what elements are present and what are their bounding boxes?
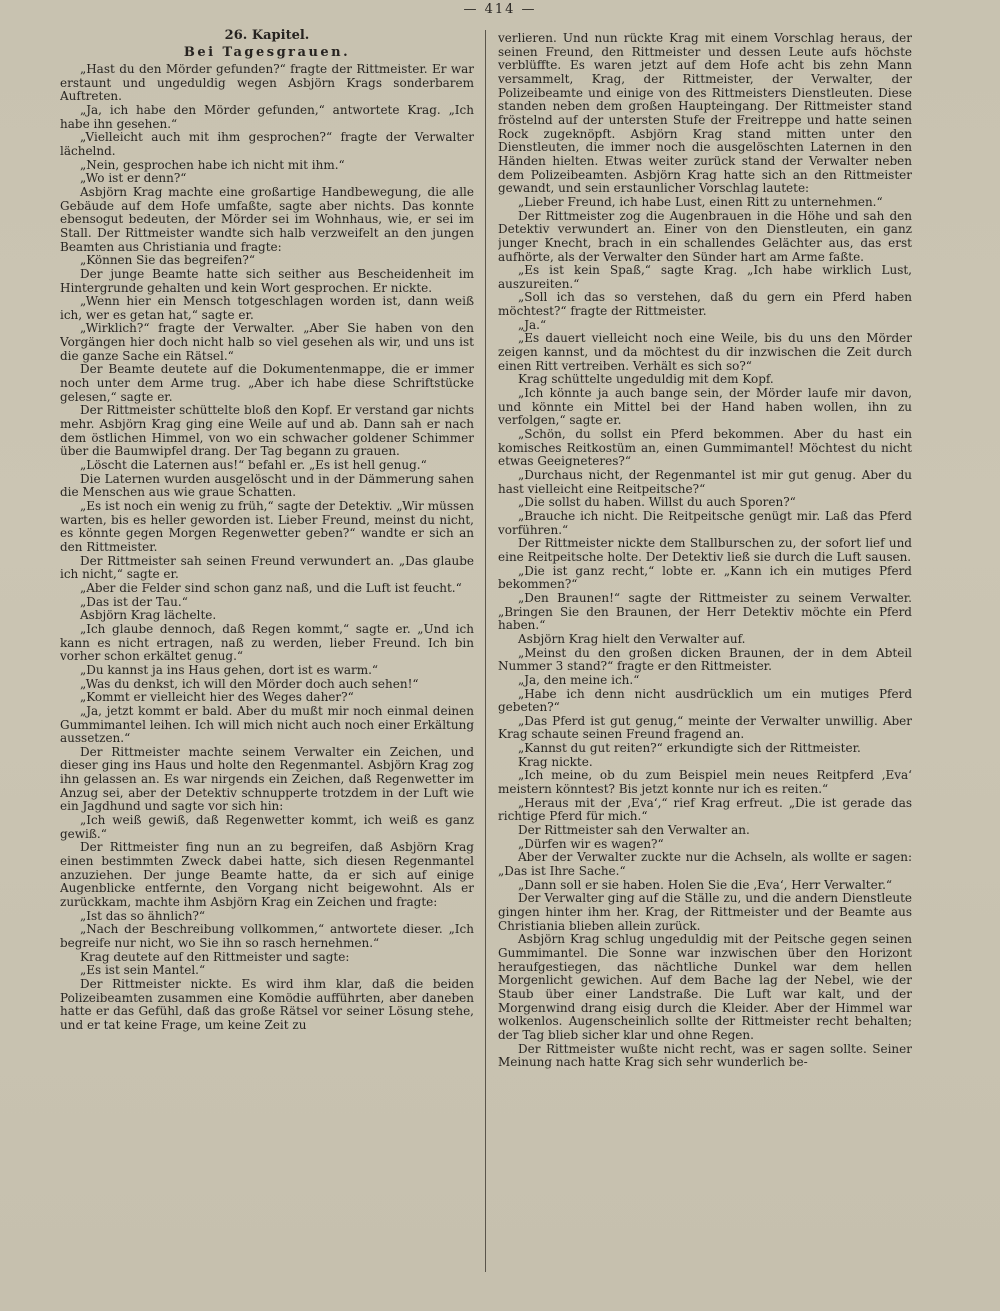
- paragraph: „Können Sie das begreifen?“: [80, 253, 255, 268]
- paragraph: Der Rittmeister nickte dem Stallburschen zu, der sofort lief und eine Reitpeitsche holte. Der Detektiv ließ sie durch die Luft sausen.: [498, 536, 912, 564]
- paragraph: „Das ist der Tau.“: [80, 594, 188, 609]
- right-column: [498, 32, 912, 1277]
- paragraph: „Ich glaube dennoch, daß Regen kommt,“ sagte er. „Und ich kann es nicht ertragen, naß zu werden, lieber Freund. Ich bin vorher schon erkältet genug.“: [60, 621, 474, 664]
- paragraph: verlieren. Und nun rückte Krag mit einem Vorschlag heraus, der seinen Freund, den Rittmeister und dessen Leute aufs höchste verblüffte. Es waren jetzt auf dem Hofe acht bis zehn Mann versammelt, Krag, der Rittmeister, der Verwalter, der Polizeibeamte und einige von des Rittmeisters Dienstleuten. Diese standen neben dem großen Haupteingang. Der Rittmeister stand fröstelnd auf der untersten Stufe der Freitreppe und hatte seinen Rock zugeknöpft. Asbjörn Krag stand mitten unter den Dienstleuten, die immer noch die ausgelöschten Laternen in den Händen hielten. Etwas weiter zurück stand der Verwalter neben dem Polizeibeamten. Asbjörn Krag hatte sich an den Rittmeister gewandt, und sein erstaunlicher Vorschlag lautete:: [498, 32, 912, 196]
- paragraph: Asbjörn Krag machte eine großartige Handbewegung, die alle Gebäude auf dem Hofe umfaßte, sagte aber nichts. Das konnte ebensogut bedeuten, der Mörder sei im Wohnhaus, wie, er sei im Stall. Der Rittmeister wandte sich halb verzweifelt an den jungen Beamten aus Christiania und fragte:: [60, 184, 474, 254]
- paragraph: „Heraus mit der ‚Eva‘,“ rief Krag erfreut. „Die ist gerade das richtige Pferd für mich.“: [498, 795, 912, 824]
- paragraph: „Kommt er vielleicht hier des Weges daher?“: [80, 690, 354, 705]
- paragraph: Asbjörn Krag hielt den Verwalter auf.: [518, 631, 746, 646]
- paragraph: Der Rittmeister zog die Augenbrauen in die Höhe und sah den Detektiv verwundert an. Einer von den Dienstleuten, ein ganz junger Knecht, brach in ein schallendes Gelächter aus, das erst aufhörte, als der Verwalter den Sünder hart am Arme faßte.: [498, 208, 912, 264]
- paragraph: „Dürfen wir es wagen?“: [518, 836, 664, 851]
- paragraph: „Löscht die Laternen aus!“ befahl er. „Es ist hell genug.“: [80, 458, 427, 473]
- paragraph: „Die ist ganz recht,“ lobte er. „Kann ich ein mutiges Pferd bekommen?“: [498, 563, 912, 592]
- left-paragraphs: [60, 63, 474, 1033]
- paragraph: „Es dauert vielleicht noch eine Weile, bis du uns den Mörder zeigen kannst, und da möchtest du dir inzwischen die Zeit durch einen Ritt vertreiben. Verhält es sich so?“: [498, 331, 912, 373]
- paragraph: Asbjörn Krag lächelte.: [80, 608, 217, 623]
- paragraph: „Hast du den Mörder gefunden?“ fragte der Rittmeister. Er war erstaunt und ungeduldig wegen Asbjörn Krags sonderbarem Auftreten.: [60, 62, 474, 104]
- paragraph: „Das Pferd ist gut genug,“ meinte der Verwalter unwillig. Aber Krag schaute seinen Freund fragend an.: [498, 713, 912, 742]
- paragraph: „Es ist noch ein wenig zu früh,“ sagte der Detektiv. „Wir müssen warten, bis es heller geworden ist. Lieber Freund, meinst du nicht, es könnte gegen Morgen Regenwetter geben?“ wandte er sich an den Rittmeister.: [60, 499, 474, 554]
- paragraph: „Du kannst ja ins Haus gehen, dort ist es warm.“: [80, 662, 379, 677]
- paragraph: „Meinst du den großen dicken Braunen, der in dem Abteil Nummer 3 stand?“ fragte er den Rittmeister.: [498, 645, 912, 674]
- paragraph: Der Rittmeister schüttelte bloß den Kopf. Er verstand gar nichts mehr. Asbjörn Krag ging eine Weile auf und ab. Dann sah er nach dem östlichen Himmel, von wo ein schwacher goldener Schimmer über die Baumwipfel drang. Der Tag begann zu grauen.: [60, 403, 474, 459]
- paragraph: „Ja.“: [518, 317, 547, 332]
- paragraph: „Wenn hier ein Mensch totgeschlagen worden ist, dann weiß ich, wer es getan hat,“ sagte er.: [60, 294, 474, 322]
- paragraph: Asbjörn Krag schlug ungeduldig mit der Peitsche gegen seinen Gummimantel. Die Sonne war inzwischen über den Horizont heraufgestiegen, das nächtliche Dunkel war dem hellen Morgenlicht gewichen. Auf dem Bache lag der Nebel, wie der Staub über einer Landstraße. Die Luft war kalt, und der Morgenwind drang eisig durch die Kleider. Aber der Himmel war wolkenlos. Augenscheinlich sollte der Rittmeister recht behalten; der Tag blieb sicher klar und ohne Regen.: [498, 932, 912, 1042]
- paragraph: „Dann soll er sie haben. Holen Sie die ‚Eva‘, Herr Verwalter.“: [518, 877, 893, 892]
- paragraph: „Kannst du gut reiten?“ erkundigte sich der Rittmeister.: [518, 741, 861, 756]
- right-paragraphs: [498, 32, 912, 1070]
- paragraph: Die Laternen wurden ausgelöscht und in der Dämmerung sahen die Menschen aus wie graue Schatten.: [60, 471, 474, 500]
- paragraph: „Es ist sein Mantel.“: [80, 963, 206, 978]
- paragraph: „Aber die Felder sind schon ganz naß, und die Luft ist feucht.“: [80, 580, 462, 595]
- paragraph: Krag schüttelte ungeduldig mit dem Kopf.: [518, 372, 774, 387]
- paragraph: Krag deutete auf den Rittmeister und sagte:: [80, 949, 350, 964]
- paragraph: „Den Braunen!“ sagte der Rittmeister zu seinem Verwalter. „Bringen Sie den Braunen, der Herr Detektiv möchte ein Pferd haben.“: [498, 590, 912, 633]
- chapter-title: 26. Kapitel.: [224, 28, 310, 43]
- paragraph: „Es ist kein Spaß,“ sagte Krag. „Ich habe wirklich Lust, auszureiten.“: [498, 263, 912, 291]
- paragraph: Aber der Verwalter zuckte nur die Achseln, als wollte er sagen: „Das ist Ihre Sache.“: [498, 850, 912, 879]
- paragraph: Der Rittmeister fing nun an zu begreifen, daß Asbjörn Krag einen bestimmten Zweck dabei hatte, sich diesen Regenmantel anzuziehen. Der junge Beamte hatte, da er sich auf einige Augenblicke entfernte, den Vorgang nicht beigewohnt. Als er zurückkam, machte ihm Asbjörn Krag ein Zeichen und fragte:: [60, 840, 474, 910]
- paragraph: „Ich meine, ob du zum Beispiel mein neues Reitpferd ‚Eva‘ meistern könntest? Bis jetzt konnte nur ich es reiten.“: [498, 768, 912, 797]
- paragraph: „Ich könnte ja auch bange sein, der Mörder laufe mir davon, und könnte ein Mittel bei der Hand haben wollen, ihn zu verfolgen,“ sagte er.: [498, 386, 912, 428]
- paragraph: Der junge Beamte hatte sich seither aus Bescheidenheit im Hintergrunde gehalten und kein Wort gesprochen. Er nickte.: [60, 266, 474, 295]
- paragraph: „Wo ist er denn?“: [80, 171, 187, 186]
- paragraph: „Ich weiß gewiß, daß Regenwetter kommt, ich weiß es ganz gewiß.“: [60, 813, 474, 841]
- paragraph: „Ja, jetzt kommt er bald. Aber du mußt mir noch einmal deinen Gummimantel leihen. Ich will mich nicht auch noch einer Erkältung aussetzen.“: [60, 703, 474, 746]
- paragraph: „Was du denkst, ich will den Mörder doch auch sehen!“: [80, 676, 419, 691]
- paragraph: „Ist das so ähnlich?“: [80, 908, 206, 923]
- paragraph: Der Rittmeister nickte. Es wird ihm klar, daß die beiden Polizeibeamten zusammen eine Komödie aufführten, aber daneben hatte er das Gefühl, daß das große Rätsel vor seiner Lösung stehe, und er tat keine Frage, um keine Zeit zu: [60, 976, 474, 1032]
- paragraph: „Die sollst du haben. Willst du auch Sporen?“: [518, 495, 796, 510]
- paragraph: Krag nickte.: [518, 754, 593, 769]
- paragraph: „Nein, gesprochen habe ich nicht mit ihm.“: [80, 157, 345, 172]
- paragraph: „Vielleicht auch mit ihm gesprochen?“ fragte der Verwalter lächelnd.: [60, 130, 474, 158]
- paragraph: „Brauche ich nicht. Die Reitpeitsche genügt mir. Laß das Pferd vorführen.“: [498, 508, 912, 537]
- chapter-subtitle: Bei Tagesgrauen.: [183, 45, 351, 60]
- paragraph: „Habe ich denn nicht ausdrücklich um ein mutiges Pferd gebeten?“: [498, 686, 912, 715]
- paragraph: „Schön, du sollst ein Pferd bekommen. Aber du hast ein komisches Reitkostüm an, einen Gummimantel! Möchtest du nicht etwas Geeigneteres?“: [498, 427, 912, 469]
- paragraph: Der Verwalter ging auf die Ställe zu, und die andern Dienstleute gingen hinter ihm her. Krag, der Rittmeister und der Beamte aus Christiania blieben allein zurück.: [498, 891, 912, 933]
- paragraph: „Soll ich das so verstehen, daß du gern ein Pferd haben möchtest?“ fragte der Rittmeister.: [498, 290, 912, 319]
- paragraph: „Lieber Freund, ich habe Lust, einen Ritt zu unternehmen.“: [518, 194, 883, 209]
- paragraph: „Ja, ich habe den Mörder gefunden,“ antwortete Krag. „Ich habe ihn gesehen.“: [60, 102, 474, 131]
- paragraph: Der Rittmeister sah den Verwalter an.: [518, 823, 750, 838]
- paragraph: „Durchaus nicht, der Regenmantel ist mir gut genug. Aber du hast vielleicht eine Reitpeitsche?“: [498, 468, 912, 496]
- left-column: [60, 28, 474, 1273]
- page-number: — 414 —: [463, 2, 537, 17]
- paragraph: Der Beamte deutete auf die Dokumentenmappe, die er immer noch unter dem Arme trug. „Aber ich habe diese Schriftstücke gelesen,“ sagte er.: [60, 362, 474, 404]
- paragraph: „Ja, den meine ich.“: [518, 672, 640, 687]
- paragraph: „Wirklich?“ fragte der Verwalter. „Aber Sie haben von den Vorgängen hier doch nicht halb so viel gesehen als wir, und uns ist die ganze Sache ein Rätsel.“: [60, 321, 474, 363]
- paragraph: „Nach der Beschreibung vollkommen,“ antwortete dieser. „Ich begreife nur nicht, wo Sie ihn so rasch hernehmen.“: [60, 922, 474, 950]
- paragraph: Der Rittmeister wußte nicht recht, was er sagen sollte. Seiner Meinung nach hatte Krag sich sehr wunderlich be-: [498, 1041, 912, 1070]
- column-divider: [485, 30, 486, 1272]
- paragraph: Der Rittmeister machte seinem Verwalter ein Zeichen, und dieser ging ins Haus und holte den Regenmantel. Asbjörn Krag zog ihn gelassen an. Es war nirgends ein Zeichen, daß Regenwetter im Anzug sei, aber der Detektiv schnupperte trotzdem in der Luft wie ein Jagdhund und sagte vor sich hin:: [60, 744, 474, 814]
- paragraph: Der Rittmeister sah seinen Freund verwundert an. „Das glaube ich nicht,“ sagte er.: [60, 553, 474, 582]
